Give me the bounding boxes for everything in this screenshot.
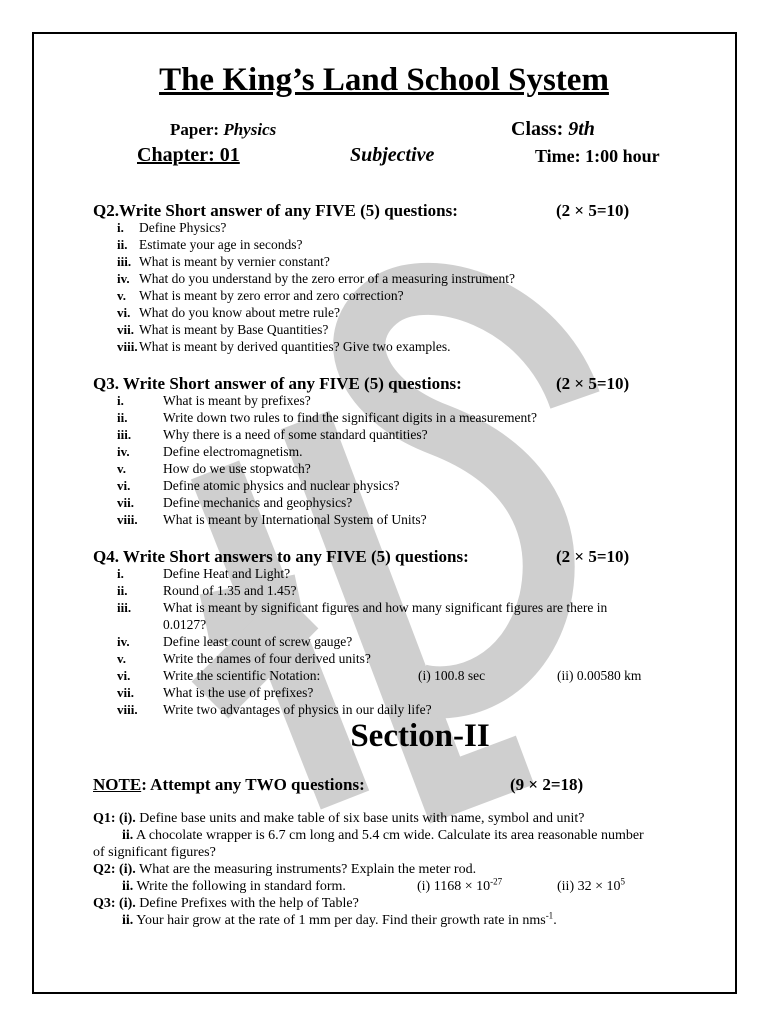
q4-item-text: Write two advantages of physics in our daily life?	[163, 702, 432, 717]
school-title: The King’s Land School System	[159, 62, 609, 98]
q2-item-number: v.	[117, 288, 127, 303]
q2-item-number: vi.	[117, 305, 131, 320]
time-label: Time: 1:00 hour	[535, 146, 660, 166]
q2-item-number: ii.	[117, 237, 128, 252]
s2-q2-ii-a: (i) $1168 \times 10^{-27}$	[417, 876, 503, 894]
q3-item-text: Define electromagnetism.	[163, 444, 303, 459]
q2-item-text: What is meant by vernier constant?	[139, 254, 330, 269]
s2-q2-i: Q2: (i). What are the measuring instruments? Explain the meter rod.	[93, 862, 477, 877]
q4-item-text-cont: 0.0127?	[163, 617, 207, 632]
note-marks: (9 × 2=18)	[510, 775, 584, 794]
q3-item-number: i.	[117, 393, 124, 408]
s2-q2-ii-b: (ii) $32 \times 10^5$	[557, 876, 625, 894]
q4-item-part2: (ii) 0.00580 km	[557, 668, 642, 683]
paper-info: Paper: Physics	[170, 120, 277, 139]
q2-item-text: What is meant by Base Quantities?	[139, 322, 329, 337]
q2-item-number: viii.	[117, 339, 138, 354]
q3-heading: Q3. Write Short answer of any FIVE (5) questions:	[93, 374, 462, 393]
q3-item-text: What is meant by prefixes?	[163, 393, 311, 408]
q3-item-text: How do we use stopwatch?	[163, 461, 311, 476]
note-line: NOTE: Attempt any TWO questions:	[93, 775, 365, 794]
q3-item-number: ii.	[117, 410, 128, 425]
s2-q1-i: Q1: (i). Define base units and make table of six base units with name, symbol and unit?	[93, 811, 585, 826]
q4-item-number: v.	[117, 651, 127, 666]
q2-item-text: What do you know about metre rule?	[139, 305, 340, 320]
q3-marks: (2 × 5=10)	[556, 374, 630, 393]
q4-marks: (2 × 5=10)	[556, 547, 630, 566]
class-info: Class: 9th	[511, 118, 595, 140]
q3-item-number: viii.	[117, 512, 138, 527]
q4-item-part1: (i) 100.8 sec	[418, 668, 486, 683]
s2-q3-i: Q3: (i). Define Prefixes with the help of Table?	[93, 896, 359, 911]
s2-q2-ii: ii. Write the following in standard form.	[122, 879, 346, 894]
q3-item-text: Write down two rules to find the significant digits in a measurement?	[163, 410, 537, 425]
q2-item-text: Define Physics?	[139, 220, 227, 235]
q3-item-number: iv.	[117, 444, 130, 459]
q3-item-text: Why there is a need of some standard quantities?	[163, 427, 428, 442]
s2-q3-ii: ii. Your hair grow at the rate of 1 mm per day. Find their growth rate in nms$^{-1}$.	[122, 910, 557, 928]
q3-item-number: v.	[117, 461, 127, 476]
s2-q1-ii-cont: of significant figures?	[93, 845, 216, 860]
q4-item-number: vi.	[117, 668, 131, 683]
paper-type: Subjective	[350, 144, 435, 166]
q4-item-number: i.	[117, 566, 124, 581]
q4-item-text: Define least count of screw gauge?	[163, 634, 353, 649]
q2-item-text: Estimate your age in seconds?	[139, 237, 303, 252]
q2-item-text: What do you understand by the zero error of a measuring instrument?	[139, 271, 516, 286]
q3-item-number: iii.	[117, 427, 132, 442]
q4-heading: Q4. Write Short answers to any FIVE (5) questions:	[93, 547, 469, 566]
section-ii-title: Section-II	[350, 718, 490, 754]
q2-item-number: iv.	[117, 271, 130, 286]
q3-item-text: Define atomic physics and nuclear physics?	[163, 478, 400, 493]
q4-item-text: Round of 1.35 and 1.45?	[163, 583, 297, 598]
q4-item-text: Write the names of four derived units?	[163, 651, 371, 666]
q2-item-text: What is meant by zero error and zero correction?	[139, 288, 404, 303]
q3-item-text: Define mechanics and geophysics?	[163, 495, 353, 510]
q2-item-number: iii.	[117, 254, 132, 269]
q4-item-text: What is the use of prefixes?	[163, 685, 314, 700]
q4-item-text: Define Heat and Light?	[163, 566, 291, 581]
q4-item-number: iv.	[117, 634, 130, 649]
q3-item-number: vii.	[117, 495, 134, 510]
q3-item-text: What is meant by International System of Units?	[163, 512, 427, 527]
q4-item-text: What is meant by significant figures and how many significant figures are there in	[163, 600, 608, 615]
q2-marks: (2 × 5=10)	[556, 201, 630, 220]
chapter-label: Chapter: 01	[137, 144, 240, 166]
q2-item-number: i.	[117, 220, 124, 235]
s2-q1-ii: ii. A chocolate wrapper is 6.7 cm long and 5.4 cm wide. Calculate its area reasonable number	[122, 828, 644, 843]
q4-item-number: viii.	[117, 702, 138, 717]
q4-item-number: vii.	[117, 685, 134, 700]
q2-item-number: vii.	[117, 322, 134, 337]
q4-item-number: ii.	[117, 583, 128, 598]
q2-heading: Q2.Write Short answer of any FIVE (5) questions:	[93, 201, 458, 220]
q4-item-text: Write the scientific Notation:	[163, 668, 321, 683]
q3-item-number: vi.	[117, 478, 131, 493]
q4-item-number: iii.	[117, 600, 132, 615]
q2-item-text: What is meant by derived quantities? Give two examples.	[139, 339, 451, 354]
